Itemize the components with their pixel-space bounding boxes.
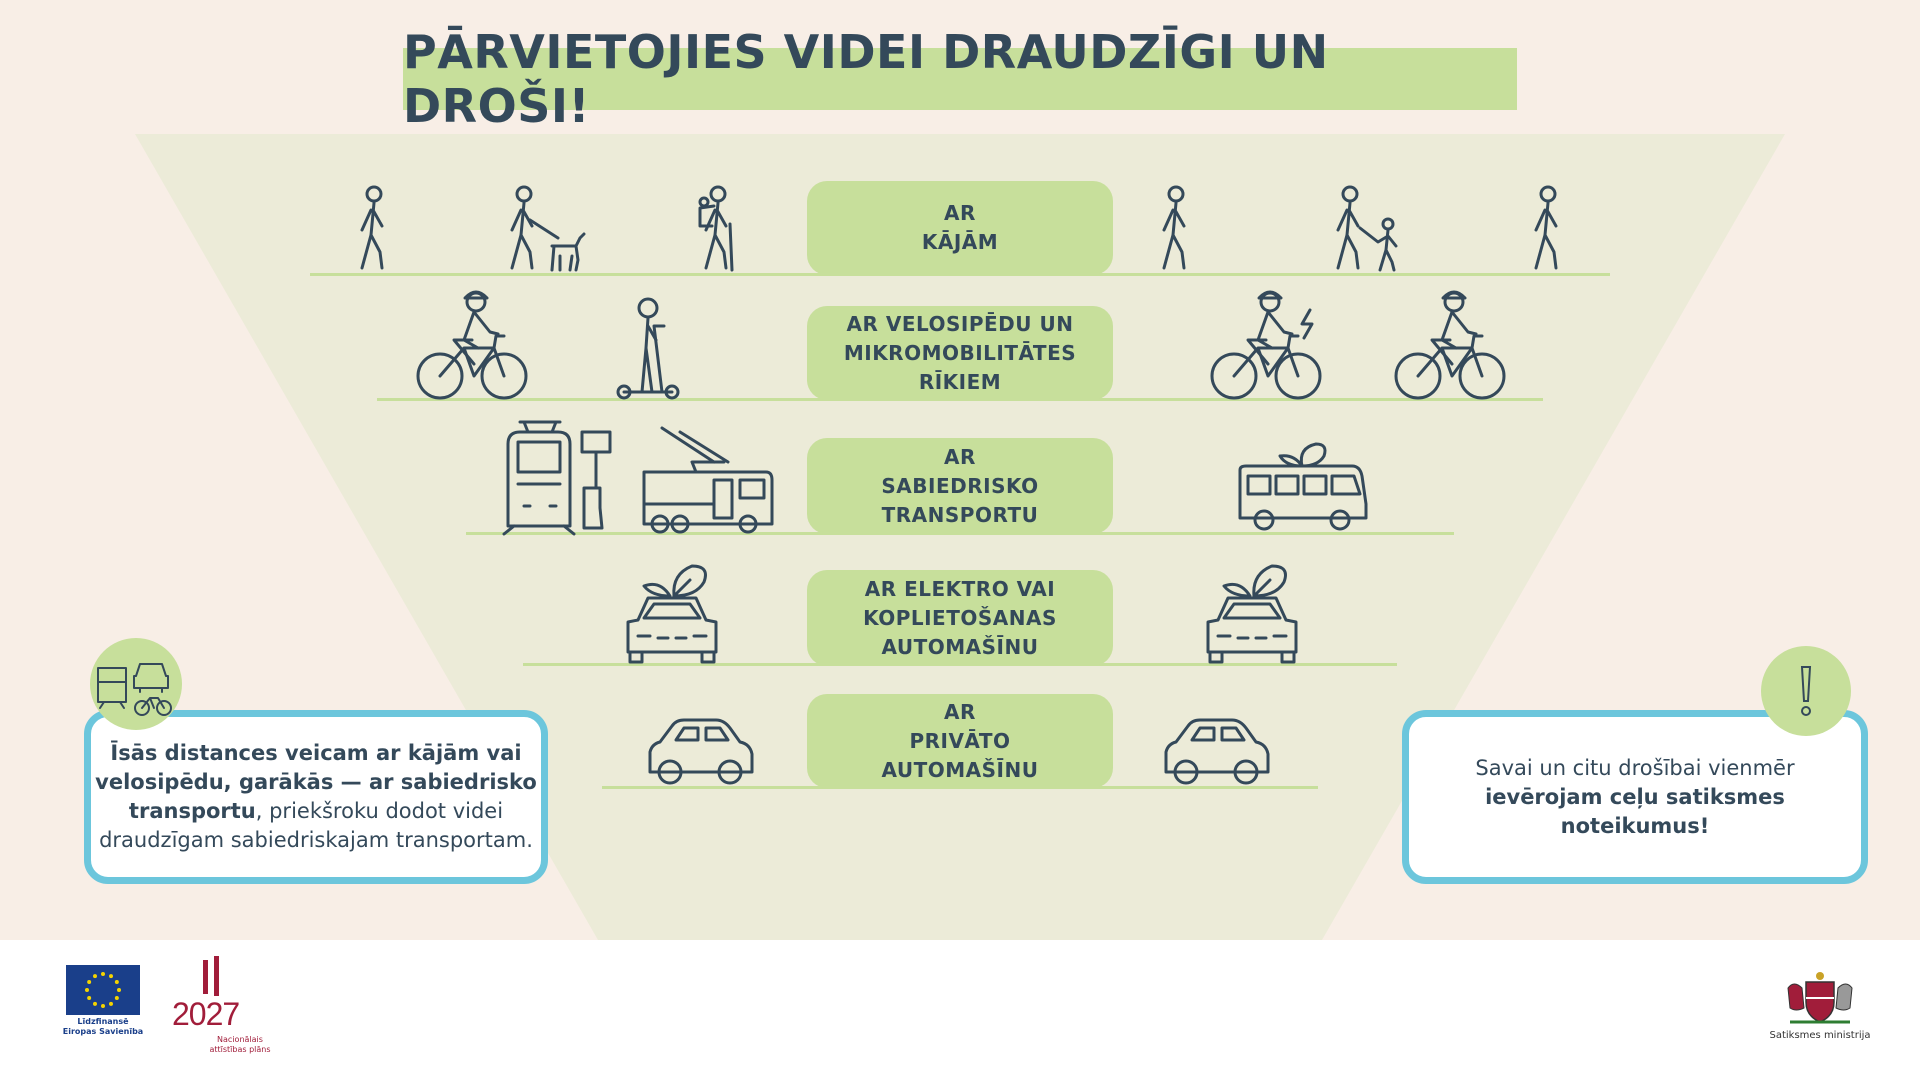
mixed-transport-icon xyxy=(88,636,184,732)
ministry-caption: Satiksmes ministrija xyxy=(1769,1030,1871,1041)
eu-star xyxy=(87,996,91,1000)
eu-star xyxy=(115,980,119,984)
person-walking-dog-icon xyxy=(512,187,584,270)
note-left-bold: Īsās distances veicam ar kājām vai velosipēdu, garākās — ar sabiedrisko transportu xyxy=(95,741,537,823)
latvia-coat-of-arms xyxy=(1780,968,1860,1028)
eu-star xyxy=(93,1002,97,1006)
eu-star xyxy=(109,974,113,978)
hiker-icon xyxy=(700,187,732,270)
eco-car-icon xyxy=(628,566,716,662)
level-label-public: AR SABIEDRISKO TRANSPORTU xyxy=(881,444,1039,527)
note-left-text xyxy=(91,739,541,855)
car-icon xyxy=(1166,720,1268,783)
eu-star xyxy=(101,972,105,976)
e-bike-cyclist-icon xyxy=(1212,292,1320,398)
np-caption: Nacionālais attīstības plāns xyxy=(209,1035,271,1054)
level-label-private: AR PRIVĀTO AUTOMAŠĪNU xyxy=(881,699,1039,782)
level-label-walking: AR KĀJĀM xyxy=(921,201,999,254)
np-year: 2027 xyxy=(172,996,240,1032)
scooter-rider-icon xyxy=(618,299,678,398)
eco-car-icon xyxy=(1208,566,1296,662)
note-left-normal: , priekšroku dodot videi draudzīgam sabiedriskajam transportam. xyxy=(99,799,533,852)
np-logo-bars xyxy=(198,956,228,1000)
note-right-text xyxy=(1475,754,1795,841)
tram-stop-icon xyxy=(504,422,610,534)
footer xyxy=(0,940,1920,1080)
eu-star xyxy=(109,1002,113,1006)
car-icon xyxy=(650,720,752,783)
walking-person-icon xyxy=(1164,187,1184,268)
eu-star xyxy=(101,1004,105,1008)
note-right-normal: Savai un citu drošībai vienmēr xyxy=(1475,755,1795,780)
eu-star xyxy=(117,988,121,992)
trolleybus-icon xyxy=(644,428,772,532)
eu-star xyxy=(115,996,119,1000)
exclamation-icon xyxy=(1760,645,1852,737)
cyclist-icon xyxy=(418,292,526,398)
eco-bus-icon xyxy=(1240,444,1366,529)
page-title: PĀRVIETOJIES VIDEI DRAUDZĪGI UN DROŠI! xyxy=(403,25,1329,133)
eu-flag-logo xyxy=(66,965,140,1015)
level-label-electric: AR ELEKTRO VAI KOPLIETOŠANAS AUTOMAŠĪNU xyxy=(863,576,1057,659)
note-left xyxy=(84,710,548,884)
eu-caption: Līdzfinansē Eiropas Savienība xyxy=(62,1017,144,1036)
walking-person-icon xyxy=(1536,187,1556,268)
note-right-bold: ievērojam ceļu satiksmes noteikumus! xyxy=(1485,784,1785,838)
walking-person-icon xyxy=(362,187,382,268)
eu-star xyxy=(87,980,91,984)
cyclist-icon xyxy=(1396,292,1504,398)
eu-star xyxy=(85,988,89,992)
level-label-bike: AR VELOSIPĒDU UN MIKROMOBILITĀTES RĪKIEM xyxy=(843,311,1077,394)
adult-with-child-icon xyxy=(1338,187,1396,270)
eu-star xyxy=(93,974,97,978)
